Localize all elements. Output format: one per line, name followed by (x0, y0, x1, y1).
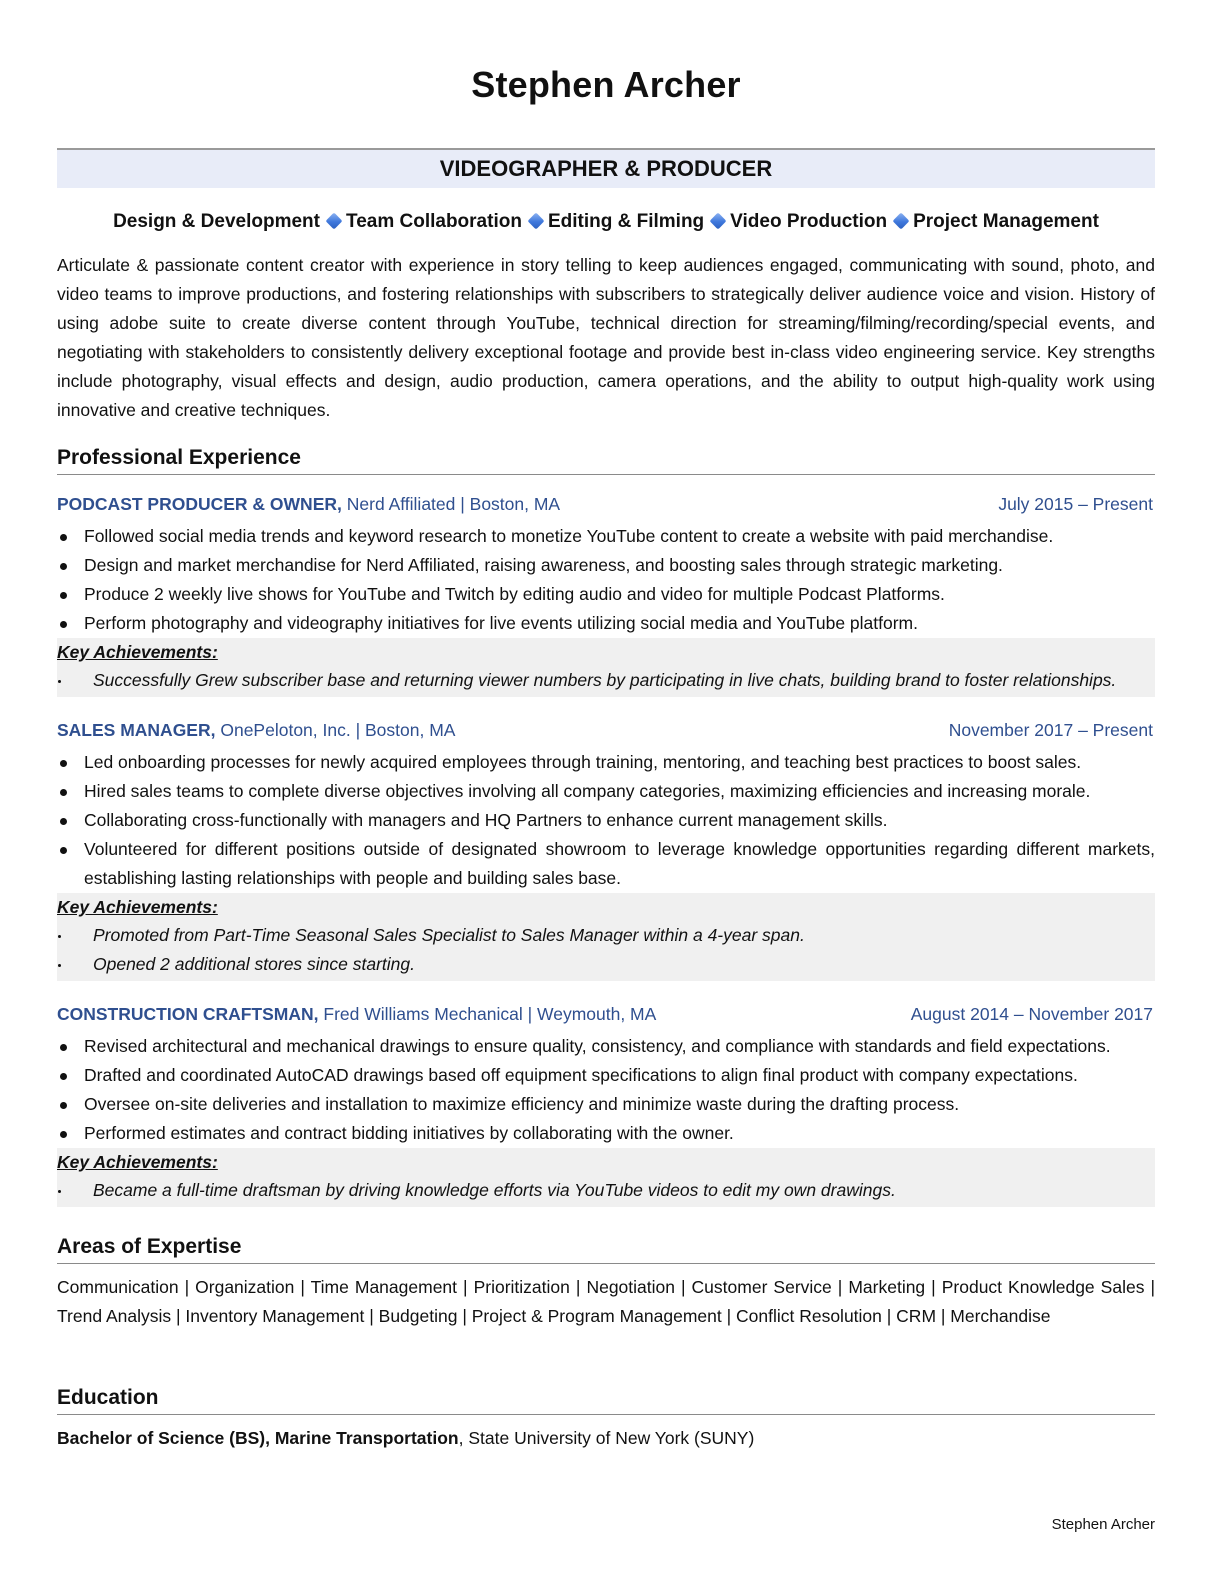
job-role: SALES MANAGER, (57, 720, 216, 740)
duty-item: Drafted and coordinated AutoCAD drawings based off equipment specifications to align final product with company expectations. (57, 1061, 1155, 1090)
section-heading-education: Education (57, 1386, 1155, 1415)
core-skills-line (57, 211, 1155, 233)
job-role: CONSTRUCTION CRAFTSMAN, (57, 1004, 319, 1024)
resume-page (57, 0, 1155, 1584)
blue-diamond-icon (710, 212, 727, 229)
blue-diamond-icon (326, 212, 343, 229)
section-heading-experience: Professional Experience (57, 446, 1155, 475)
section-heading-expertise: Areas of Expertise (57, 1235, 1155, 1264)
key-achievements-block (57, 893, 1155, 981)
duty-item: Perform photography and videography initiatives for live events utilizing social media and YouTube platform. (57, 609, 1155, 638)
achievement-item: Promoted from Part-Time Seasonal Sales Specialist to Sales Manager within a 4-year span. (57, 921, 1155, 950)
duty-item: Revised architectural and mechanical drawings to ensure quality, consistency, and compliance with standards and field expectations. (57, 1032, 1155, 1061)
footer-name: Stephen Archer (1051, 1516, 1155, 1533)
skill-item: Design & Development (113, 211, 320, 232)
duty-item: Volunteered for different positions outside of designated showroom to leverage knowledge opportunities regarding different markets, establishing lasting relationships with people and building sales base. (57, 835, 1155, 893)
skill-item: Project Management (913, 211, 1099, 232)
duty-item: Produce 2 weekly live shows for YouTube and Twitch by editing audio and video for multiple Podcast Platforms. (57, 580, 1155, 609)
blue-diamond-icon (527, 212, 544, 229)
job-entry (57, 720, 1155, 981)
skill-item: Team Collaboration (346, 211, 522, 232)
blue-diamond-icon (893, 212, 910, 229)
duty-item: Led onboarding processes for newly acquired employees through training, mentoring, and teaching best practices to boost sales. (57, 748, 1155, 777)
key-achievements-label: Key Achievements: (57, 642, 218, 662)
job-company: Fred Williams Mechanical | Weymouth, MA (323, 1004, 657, 1024)
job-entry (57, 494, 1155, 697)
expertise-list: Communication | Organization | Time Management | Prioritization | Negotiation | Customer Service | Marketing | Product Knowledge Sales | Trend Analysis | Inventory Management | Budgeting | Project & Program Management | Conflict Resolution | CRM | Merchandise (57, 1277, 1155, 1326)
skill-item: Editing & Filming (547, 211, 705, 232)
job-header (57, 720, 1155, 748)
job-dates: November 2017 – Present (948, 720, 1153, 740)
key-achievements-block (57, 1148, 1155, 1207)
duty-item: Followed social media trends and keyword research to monetize YouTube content to create a website with paid merchandise. (57, 522, 1155, 551)
skill-item: Video Production (730, 211, 888, 232)
candidate-name: Stephen Archer (471, 64, 741, 105)
duty-item: Performed estimates and contract bidding initiatives by collaborating with the owner. (57, 1119, 1155, 1148)
key-achievements-label: Key Achievements: (57, 897, 218, 917)
job-header (57, 1004, 1155, 1032)
job-company: OnePeloton, Inc. | Boston, MA (220, 720, 456, 740)
job-role: PODCAST PRODUCER & OWNER, (57, 494, 342, 514)
job-company: Nerd Affiliated | Boston, MA (346, 494, 561, 514)
job-entry (57, 1004, 1155, 1207)
achievement-item: Became a full-time draftsman by driving knowledge efforts via YouTube videos to edit my own drawings. (57, 1176, 1155, 1205)
duty-item: Hired sales teams to complete diverse objectives involving all company categories, maximizing efficiencies and increasing morale. (57, 777, 1155, 806)
job-header (57, 494, 1155, 522)
job-duties-list (57, 522, 1155, 638)
achievement-item: Opened 2 additional stores since starting. (57, 950, 1155, 979)
professional-summary: Articulate & passionate content creator with experience in story telling to keep audiences engaged, communicating with sound, photo, and video teams to improve productions, and fostering relationships with subscribers to strategically deliver audience voice and vision. History of using adobe suite to create diverse content through YouTube, technical direction for streaming/filming/recording/special events, and negotiating with stakeholders to consistently delivery exceptional footage and provide best in-class video engineering service. Key strengths include photography, visual effects and design, audio production, camera operations, and the ability to output high-quality work using innovative and creative techniques. (57, 255, 1155, 420)
job-title-banner (57, 148, 1155, 188)
school: , State University of New York (SUNY) (458, 1428, 755, 1448)
job-duties-list (57, 748, 1155, 893)
achievement-item: Successfully Grew subscriber base and returning viewer numbers by participating in live chats, building brand to foster relationships. (57, 666, 1155, 695)
job-dates: August 2014 – November 2017 (910, 1004, 1153, 1024)
job-dates: July 2015 – Present (998, 494, 1153, 514)
key-achievements-block (57, 638, 1155, 697)
degree: Bachelor of Science (BS), Marine Transportation (57, 1428, 459, 1448)
duty-item: Design and market merchandise for Nerd Affiliated, raising awareness, and boosting sales through strategic marketing. (57, 551, 1155, 580)
job-duties-list (57, 1032, 1155, 1148)
key-achievements-label: Key Achievements: (57, 1152, 218, 1172)
duty-item: Oversee on-site deliveries and installation to maximize efficiency and minimize waste during the drafting process. (57, 1090, 1155, 1119)
education-entry (57, 1424, 1155, 1453)
job-title: VIDEOGRAPHER & PRODUCER (439, 156, 773, 181)
duty-item: Collaborating cross-functionally with managers and HQ Partners to enhance current management skills. (57, 806, 1155, 835)
